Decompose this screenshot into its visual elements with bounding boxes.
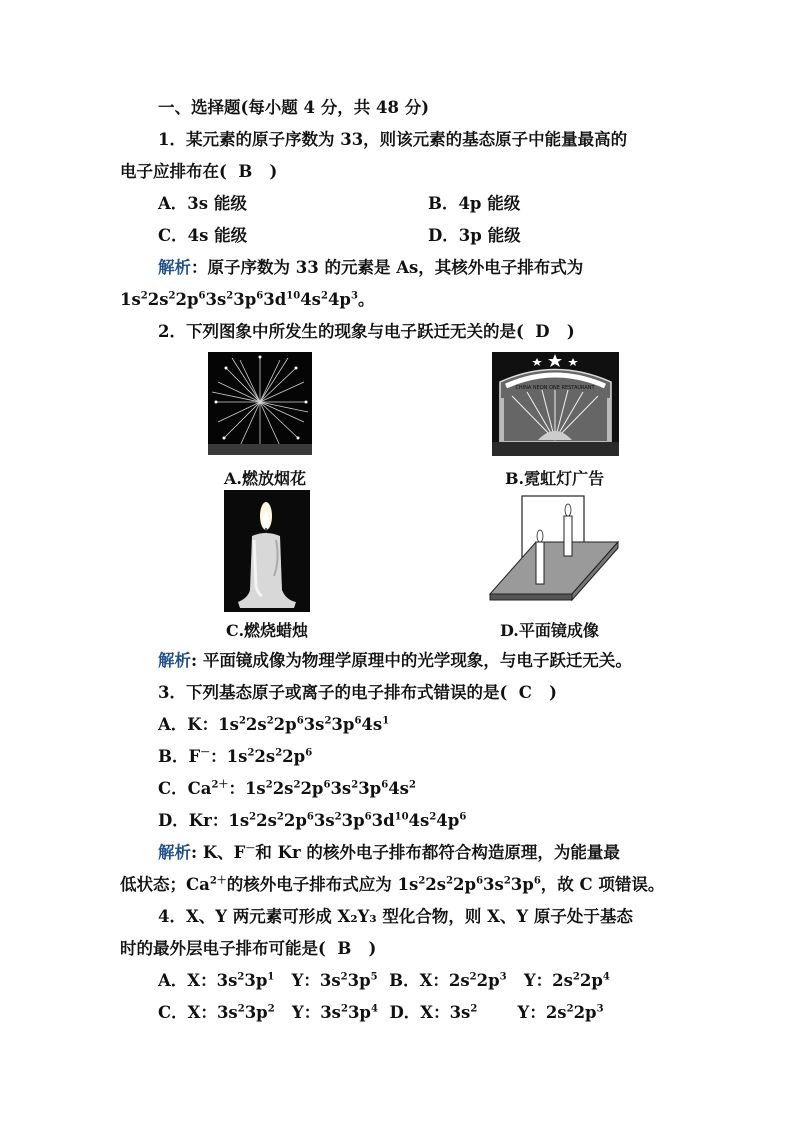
q3-analysis-line2: 低状态；$Ca^{2+}$的核外电子排布式应为 $1s^22s^22p^63s^23p^6$，故 C 项错误。 — [120, 875, 665, 894]
q3-analysis-line1: 解析: K、F－和 Kr 的核外电子排布都符合构造原理，为能量最 — [158, 843, 620, 862]
fireworks-icon — [208, 352, 312, 455]
caption-b: B.霓虹灯广告 — [505, 469, 605, 488]
q1-option-a: A．3s 能级 — [158, 194, 247, 213]
q1-stem-line2: 电子应排布在( B ) — [120, 162, 278, 181]
q3-option-a: A．K：$1s^22s^22p^63s^23p^64s^1$ — [158, 715, 390, 734]
q3-option-d: D．Kr：$1s^22s^22p^63s^23p^63d^{10}4s^24p^6$ — [158, 811, 467, 830]
svg-text:CHINA NEON ONE RESTAURANT: CHINA NEON ONE RESTAURANT — [515, 385, 595, 391]
plane-mirror-image — [488, 494, 621, 604]
fireworks-image — [208, 352, 312, 455]
caption-a: A.燃放烟花 — [224, 469, 306, 488]
q1-option-b: B．4p 能级 — [428, 194, 521, 213]
caption-c: C.燃烧蜡烛 — [226, 621, 309, 640]
q3-stem: 3．下列基态原子或离子的电子排布式错误的是( C ) — [158, 683, 557, 702]
candle-image — [224, 490, 310, 612]
q1-option-d: D．3p 能级 — [428, 226, 521, 245]
analysis-label: 解析 — [158, 651, 191, 670]
q4-stem-line2: 时的最外层电子排布可能是( B ) — [120, 939, 377, 958]
neon-sign-image — [492, 352, 619, 456]
mirror-icon — [488, 494, 621, 604]
section-title: 一、选择题(每小题 4 分，共 48 分) — [158, 98, 430, 117]
analysis-label: 解析 — [158, 843, 191, 862]
q2-analysis: 解析: 平面镜成像为物理学原理中的光学现象，与电子跃迁无关。 — [158, 651, 632, 670]
candle-icon — [224, 490, 310, 612]
q3-answer: C — [518, 683, 532, 702]
q1-option-c: C．4s 能级 — [158, 226, 248, 245]
q1-answer: B — [238, 162, 253, 181]
q4-options-ab: A．X：$3s^23p^1$ Y：$3s^23p^5$ B．X：$2s^22p^3$ Y：$2s^22p^4$ — [158, 971, 610, 990]
q4-answer: B — [337, 939, 352, 958]
q4-stem-line1: 4．X、Y 两元素可形成 X₂Y₃ 型化合物，则 X、Y 原子处于基态 — [158, 907, 633, 926]
q3-option-c: C．$Ca^{2+}$：$1s^22s^22p^63s^23p^64s^2$ — [158, 779, 416, 798]
q3-option-b: B．F－：$1s^22s^22p^6$ — [158, 747, 313, 766]
q4-options-cd: C．X：$3s^23p^2$ Y：$3s^23p^4$ D．X：$3s^2$ Y：$2s^22p^3$ — [158, 1003, 604, 1022]
caption-d: D.平面镜成像 — [500, 621, 599, 640]
q1-stem-line1: 1．某元素的原子序数为 33，则该元素的基态原子中能量最高的 — [158, 130, 628, 149]
q1-analysis-line2: $1s^22s^22p^63s^23p^63d^{10}4s^24p^3$。 — [120, 290, 375, 309]
analysis-label: 解析 — [158, 258, 191, 277]
q2-answer: D — [535, 322, 550, 341]
q2-stem: 2．下列图象中所发生的现象与电子跃迁无关的是( D ) — [158, 322, 575, 341]
q1-analysis-line1: 解析：原子序数为 33 的元素是 As，其核外电子排布式为 — [158, 258, 584, 277]
neon-sign-icon — [492, 352, 619, 456]
